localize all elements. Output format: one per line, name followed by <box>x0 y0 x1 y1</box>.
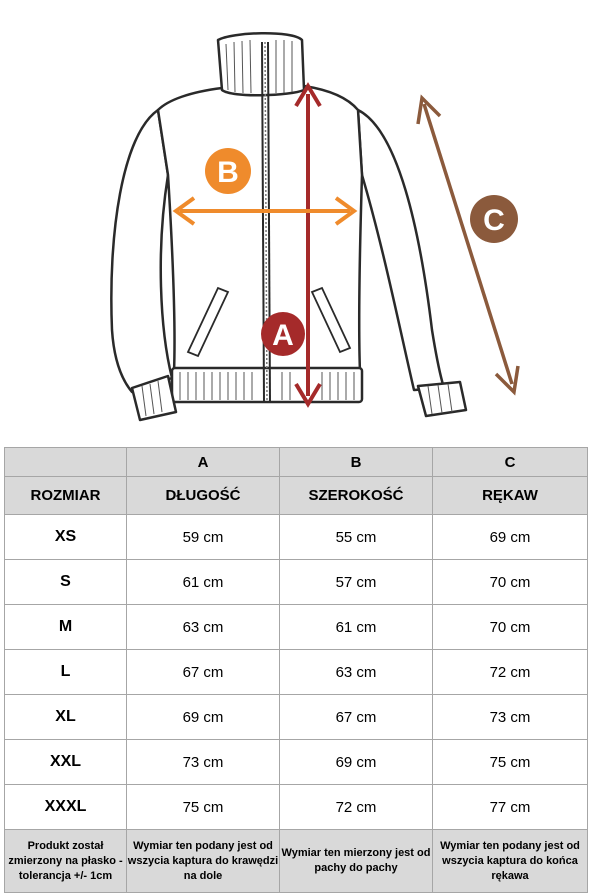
sleeve-cell: 77 cm <box>433 785 588 830</box>
waistband <box>172 368 362 402</box>
table-row <box>5 560 588 605</box>
header-letters-row <box>5 448 588 477</box>
sleeve-cell: 69 cm <box>433 515 588 560</box>
size-table <box>4 447 588 893</box>
sleeve-cell: 75 cm <box>433 740 588 785</box>
size-cell: XS <box>5 515 127 560</box>
sleeve-cell: 70 cm <box>433 605 588 650</box>
header-letter-empty <box>5 448 127 477</box>
note-tolerance: Produkt został zmierzony na płasko - tolerancja +/- 1cm <box>5 830 127 893</box>
length-cell: 75 cm <box>127 785 280 830</box>
header-size: ROZMIAR <box>5 477 127 515</box>
size-cell: S <box>5 560 127 605</box>
header-length: DŁUGOŚĆ <box>127 477 280 515</box>
size-cell: XXXL <box>5 785 127 830</box>
note-width: Wymiar ten mierzony jest od pachy do pachy <box>280 830 433 893</box>
svg-text:C: C <box>483 204 505 237</box>
length-cell: 73 cm <box>127 740 280 785</box>
header-width: SZEROKOŚĆ <box>280 477 433 515</box>
length-cell: 69 cm <box>127 695 280 740</box>
jacket-illustration <box>0 0 591 445</box>
jacket-body <box>158 86 362 372</box>
svg-text:B: B <box>217 156 239 189</box>
size-cell: XL <box>5 695 127 740</box>
right-sleeve <box>358 110 444 390</box>
table-row <box>5 515 588 560</box>
table-row <box>5 740 588 785</box>
marker-b <box>205 148 251 194</box>
header-letter-b: B <box>280 448 433 477</box>
collar <box>218 33 304 95</box>
width-cell: 72 cm <box>280 785 433 830</box>
table-row <box>5 650 588 695</box>
size-cell: M <box>5 605 127 650</box>
sleeve-cell: 73 cm <box>433 695 588 740</box>
header-sleeve: RĘKAW <box>433 477 588 515</box>
length-cell: 63 cm <box>127 605 280 650</box>
marker-a <box>261 312 305 356</box>
header-letter-c: C <box>433 448 588 477</box>
length-cell: 61 cm <box>127 560 280 605</box>
note-length: Wymiar ten podany jest od wszycia kaptura do krawędzi na dole <box>127 830 280 893</box>
size-cell: XXL <box>5 740 127 785</box>
width-cell: 57 cm <box>280 560 433 605</box>
width-cell: 61 cm <box>280 605 433 650</box>
length-cell: 67 cm <box>127 650 280 695</box>
notes-row <box>5 830 588 893</box>
header-names-row <box>5 477 588 515</box>
width-cell: 69 cm <box>280 740 433 785</box>
marker-c <box>470 195 518 243</box>
svg-text:A: A <box>272 319 294 352</box>
table-row <box>5 695 588 740</box>
sleeve-cell: 70 cm <box>433 560 588 605</box>
note-sleeve: Wymiar ten podany jest od wszycia kaptura do końca rękawa <box>433 830 588 893</box>
table-row <box>5 605 588 650</box>
left-sleeve <box>111 110 172 392</box>
size-cell: L <box>5 650 127 695</box>
table-row <box>5 785 588 830</box>
width-cell: 67 cm <box>280 695 433 740</box>
length-cell: 59 cm <box>127 515 280 560</box>
width-cell: 55 cm <box>280 515 433 560</box>
width-cell: 63 cm <box>280 650 433 695</box>
sleeve-cell: 72 cm <box>433 650 588 695</box>
header-letter-a: A <box>127 448 280 477</box>
